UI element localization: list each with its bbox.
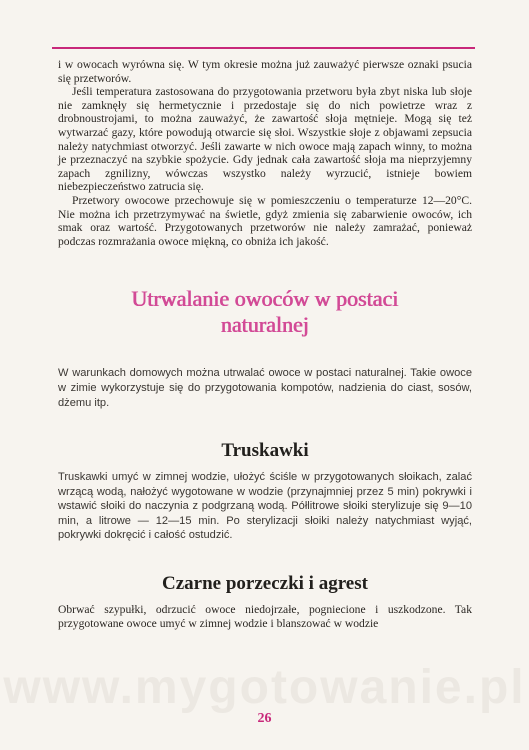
section-paragraph: W warunkach domowych można utrwalać owoce w postaci naturalnej. Takie owoce w zimie wykorzystuje się do przygotowania kompotów, nadzienia do ciast, sosów, dżemu itp. [58,367,472,409]
header-rule [52,47,475,49]
intro-paragraph-2: Jeśli temperatura zastosowana do przygotowania przetworu była zbyt niska lub słoje nie zamknęły się hermetycznie i przedostaje się do nich powietrze wraz z drobnoustrojami, to można zauważyć, że zawartość słoja mętnieje. Mogą się też wytwarzać gazy, które powodują otwarcie się słoi. Wszystkie słoje z objawami zepsucia należy natychmiast otworzyć. Jeśli zawarte w nich owoce mają zapach winny, to można je przeznaczyć na szybkie spożycie. Gdy jednak cała zawartość słoja ma nieprzyjemny zapach zgnilizny, wówczas wszystko należy wyrzucić, istnieje bowiem niebezpieczeństwo zatrucia się. [58,85,472,194]
section-title-line-2: naturalnej [221,312,309,338]
intro-paragraph-3: Przetwory owocowe przechowuje się w pomieszczeniu o temperaturze 12—20°C. Nie można ich przetrzymywać na świetle, gdyż zmienia się zabarwienie owoców, ich smak oraz wartość. Przygotowanych przetworów nie należy zamrażać, ponieważ podczas rozmrażania owoce miękną, co obniża ich jakość. [58,193,472,248]
porzeczki-paragraph: Obrwać szypułki, odrzucić owoce niedojrzałe, pogniecione i uszkodzone. Tak przygotowane owoce umyć w zimnej wodzie i blanszować w wodzie [58,603,472,630]
section-title-line-1: Utrwalanie owoców w postaci [131,286,399,312]
porzeczki-heading: Czarne porzeczki i agrest [162,573,368,595]
page-content [58,58,472,630]
truskawki-paragraph: Truskawki umyć w zimnej wodzie, ułożyć ściśle w przygotowanych słoikach, zalać wrzącą wodą, nałożyć wygotowane w wodzie (przynajmniej przez 5 min) pokrywki i wstawić słoiki do naczynia z podgrzaną wodą. Półlitrowe słoiki sterylizuje się 9—10 min, a litrowe — 12—15 min. Po sterylizacji słoiki należy natychmiast wyjąć, pokrywki dokręcić i całość ostudzić. [58,471,472,542]
watermark: www.mygotowanie.pl [3,661,526,714]
truskawki-heading: Truskawki [221,440,309,462]
page-number: 26 [257,711,272,726]
intro-paragraph-1: i w owocach wyrówna się. W tym okresie można już zauważyć pierwsze oznaki psucia się przetworów. [58,58,472,85]
section-title [58,286,472,338]
